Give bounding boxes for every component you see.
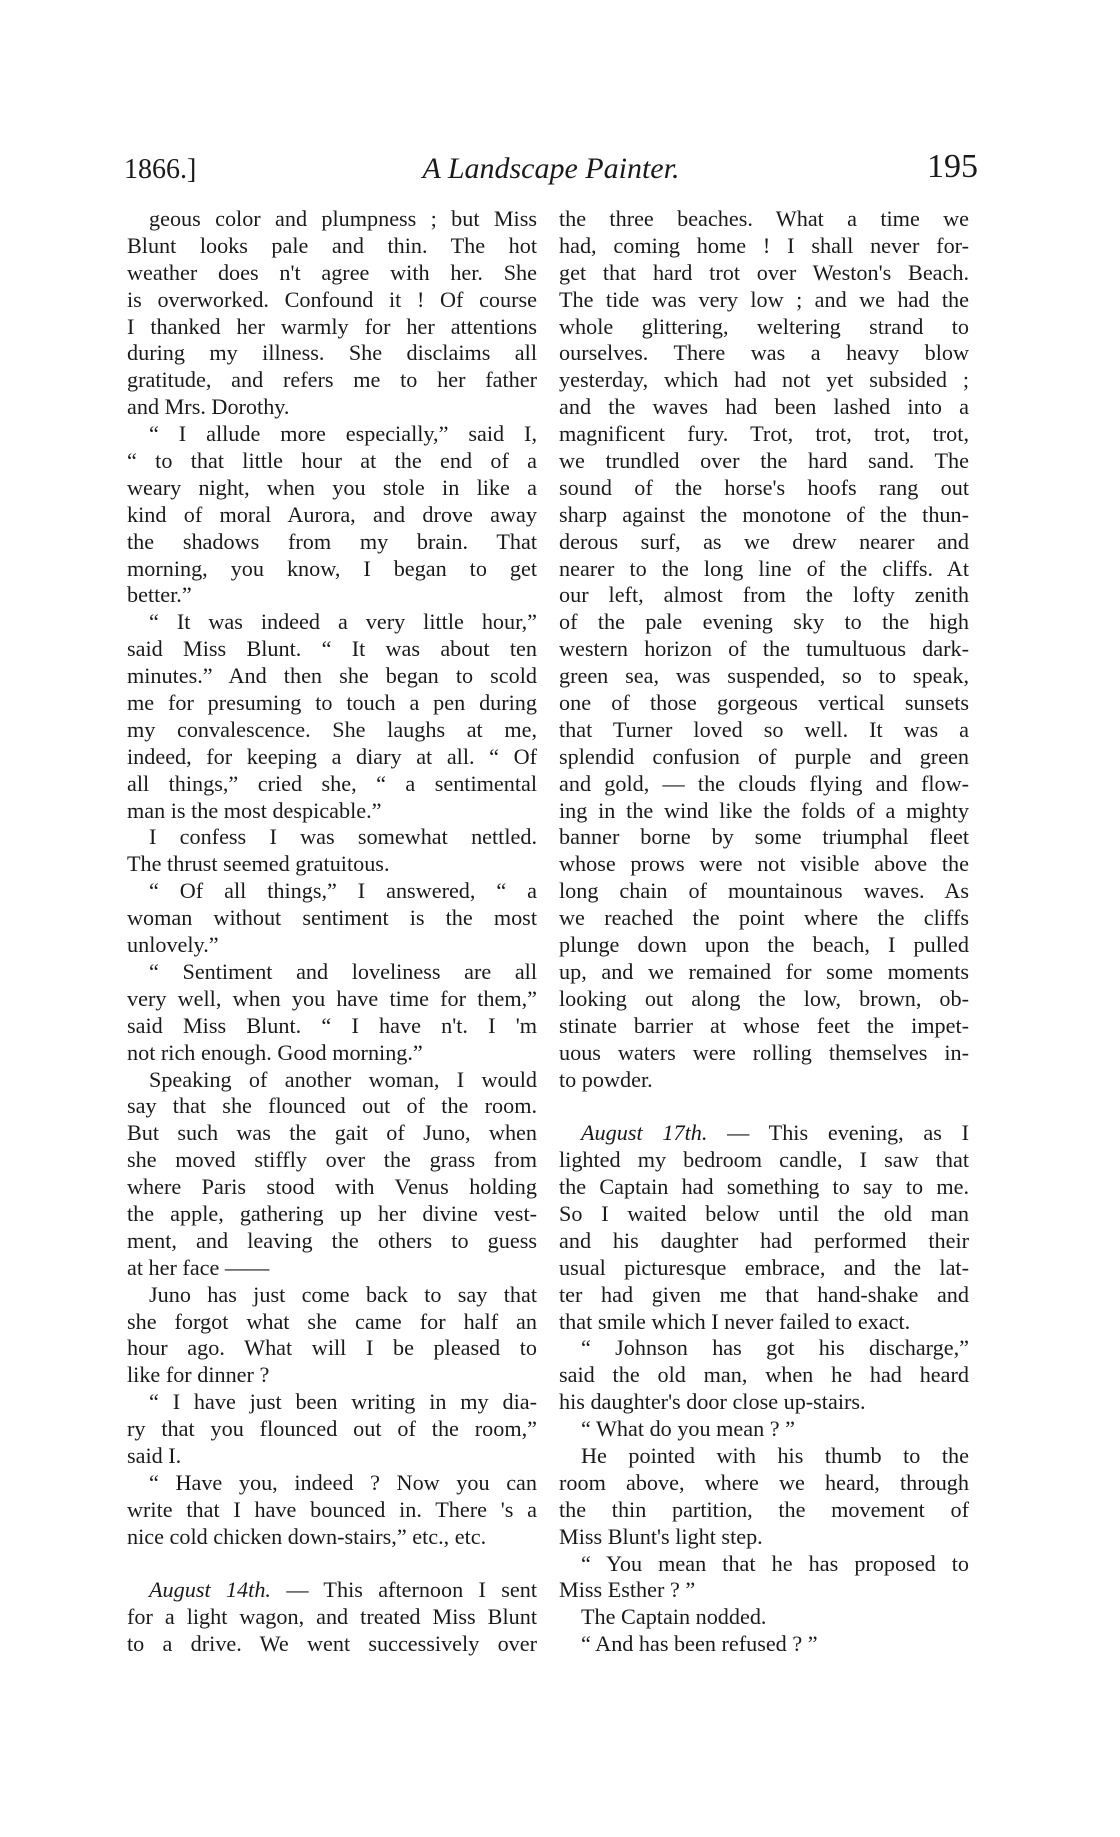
text-line: not rich enough. Good morning.” (127, 1039, 423, 1065)
paragraph (559, 1335, 969, 1416)
text-line: all things,” cried she, “ a sentimental (127, 770, 537, 796)
paragraph (127, 878, 537, 959)
text-line: ter had given me that hand-shake and (559, 1281, 969, 1307)
text-line: get that hard trot over Weston's Beach. (559, 259, 969, 285)
text-line: “ You mean that he has proposed to (581, 1550, 969, 1576)
paragraph (559, 1443, 969, 1551)
text-line: ing in the wind like the folds of a mighty (559, 797, 969, 823)
right-column (559, 206, 969, 1658)
paragraph (127, 959, 537, 1067)
paragraph (559, 1604, 969, 1631)
section-gap (559, 1093, 969, 1120)
text-line: nice cold chicken down-stairs,” etc., etc. (127, 1523, 487, 1549)
text-line: up, and we remained for some moments (559, 958, 969, 984)
paragraph (127, 421, 537, 609)
text-line: whose prows were not visible above the (559, 851, 969, 877)
text-line: “ Sentiment and loveliness are all (149, 958, 537, 984)
text-line: “ Of all things,” I answered, “ a (149, 878, 537, 904)
text-line: nearer to the long line of the cliffs. At (559, 555, 969, 581)
text-line: ment, and leaving the others to guess (127, 1227, 537, 1253)
text-line: said the old man, when he had heard (559, 1362, 969, 1388)
text-line: weary night, when you stole in like a (127, 474, 537, 500)
text-line: lighted my bedroom candle, I saw that (559, 1147, 969, 1173)
text-line: she forgot what she came for half an (127, 1308, 537, 1334)
text-line: we reached the point where the cliffs (559, 905, 969, 931)
paragraph (127, 1067, 537, 1282)
text-line: the shadows from my brain. That (127, 528, 537, 554)
text-line: usual picturesque embrace, and the lat- (559, 1254, 969, 1280)
text-line: to powder. (559, 1066, 653, 1092)
text-line: that smile which I never failed to exact. (559, 1308, 911, 1334)
entry-date: August 14th. (149, 1577, 271, 1603)
paragraph (559, 1416, 969, 1443)
text-line: The tide was very low ; and we had the (559, 286, 969, 312)
text-line: I thanked her warmly for her attentions (127, 313, 537, 339)
text-line: banner borne by some triumphal fleet (559, 824, 969, 850)
text-line: write that I have bounced in. There 's a (127, 1496, 537, 1522)
text-line: and his daughter had performed their (559, 1227, 969, 1253)
text-line: splendid confusion of purple and green (559, 743, 969, 769)
text-line: I confess I was somewhat nettled. (149, 824, 537, 850)
text-line: western horizon of the tumultuous dark- (559, 636, 969, 662)
text-line: “ It was indeed a very little hour,” (149, 609, 537, 635)
text-line: kind of moral Aurora, and drove away (127, 501, 537, 527)
dated-entry-paragraph (127, 1577, 537, 1658)
text-line: Juno has just come back to say that (149, 1281, 537, 1307)
page-number: 195 (927, 148, 978, 185)
paragraph (127, 1470, 537, 1551)
text-line: very well, when you have time for them,” (127, 985, 537, 1011)
text-line: better.” (127, 582, 192, 608)
paragraph (559, 1631, 969, 1658)
paragraph (127, 1389, 537, 1470)
text-line: the Captain had something to say to me. (559, 1174, 969, 1200)
text-line: said I. (127, 1442, 182, 1468)
text-line: during my illness. She disclaims all (127, 340, 537, 366)
entry-date: August 17th. (581, 1120, 708, 1146)
text-line: we trundled over the hard sand. The (559, 448, 969, 474)
text-line: But such was the gait of Juno, when (127, 1120, 537, 1146)
text-line: room above, where we heard, through (559, 1469, 969, 1495)
text-line: He pointed with his thumb to the (581, 1442, 969, 1468)
text-line: stinate barrier at whose feet the impet- (559, 1012, 969, 1038)
text-line: magnificent fury. Trot, trot, trot, trot, (559, 421, 969, 447)
text-line: that Turner loved so well. It was a (559, 716, 969, 742)
text-line: his daughter's door close up-stairs. (559, 1389, 866, 1415)
text-line: long chain of mountainous waves. As (559, 878, 969, 904)
text-line: “ And has been refused ? ” (581, 1631, 818, 1657)
text-line: the apple, gathering up her divine vest- (127, 1200, 537, 1226)
paragraph (127, 1282, 537, 1390)
text-line: ourselves. There was a heavy blow (559, 340, 969, 366)
text-line: my convalescence. She laughs at me, (127, 716, 537, 742)
text-line: man is the most despicable.” (127, 797, 382, 823)
text-line: where Paris stood with Venus holding (127, 1174, 537, 1200)
text-line: and the waves had been lashed into a (559, 394, 969, 420)
text-line: Miss Esther ? ” (559, 1577, 696, 1603)
text-line: say that she flounced out of the room. (127, 1093, 537, 1119)
text-line: unlovely.” (127, 932, 219, 958)
text-line: minutes.” And then she began to scold (127, 663, 537, 689)
text-line: had, coming home ! I shall never for- (559, 232, 969, 258)
text-line: “ What do you mean ? ” (581, 1416, 795, 1442)
paragraph (559, 206, 969, 1093)
text-line: our left, almost from the lofty zenith (559, 582, 969, 608)
text-line: morning, you know, I began to get (127, 555, 537, 581)
text-line: “ Johnson has got his discharge,” (581, 1335, 969, 1361)
text-line: for a light wagon, and treated Miss Blunt (127, 1604, 537, 1630)
text-line: derous surf, as we drew nearer and (559, 528, 969, 554)
text-line: she moved stiffly over the grass from (127, 1147, 537, 1173)
text-line: the thin partition, the movement of (559, 1496, 969, 1522)
text-line: Miss Blunt's light step. (559, 1523, 763, 1549)
text-line: of the pale evening sky to the high (559, 609, 969, 635)
dated-entry-paragraph (559, 1120, 969, 1335)
text-line: uous waters were rolling themselves in- (559, 1039, 969, 1065)
text-line: August 14th. — This afternoon I sent (149, 1577, 538, 1603)
text-line: is overworked. Confound it ! Of course (127, 286, 537, 312)
header-year: 1866.] (124, 154, 197, 185)
text-line: green sea, was suspended, so to speak, (559, 663, 969, 689)
paragraph (127, 206, 537, 421)
text-line: sound of the horse's hoofs rang out (559, 474, 969, 500)
text-line: geous color and plumpness ; but Miss (149, 206, 537, 231)
text-line: indeed, for keeping a diary at all. “ Of (127, 743, 537, 769)
text-line: The thrust seemed gratuitous. (127, 851, 390, 877)
text-line: Speaking of another woman, I would (149, 1066, 537, 1092)
text-line: like for dinner ? (127, 1362, 270, 1388)
text-line: at her face —— (127, 1254, 270, 1280)
text-line: and gold, — the clouds flying and flow- (559, 770, 969, 796)
text-line: “ Have you, indeed ? Now you can (149, 1469, 537, 1495)
running-header (124, 148, 978, 198)
text-line: ry that you flounced out of the room,” (127, 1416, 537, 1442)
text-line: Blunt looks pale and thin. The hot (127, 232, 537, 258)
paragraph (127, 609, 537, 824)
text-line: hour ago. What will I be pleased to (127, 1335, 537, 1361)
paragraph (127, 824, 537, 878)
text-line: So I waited below until the old man (559, 1200, 969, 1226)
text-line: August 17th. — This evening, as I (581, 1120, 969, 1146)
text-line: The Captain nodded. (581, 1604, 767, 1630)
text-line: and Mrs. Dorothy. (127, 394, 290, 420)
text-line: to a drive. We went successively over (127, 1631, 537, 1657)
text-line: said Miss Blunt. “ It was about ten (127, 636, 537, 662)
text-line: “ I allude more especially,” said I, (149, 421, 537, 447)
text-line: woman without sentiment is the most (127, 905, 537, 931)
text-line: sharp against the monotone of the thun- (559, 501, 969, 527)
text-line: “ I have just been writing in my dia- (149, 1389, 537, 1415)
paragraph (559, 1551, 969, 1605)
text-line: looking out along the low, brown, ob- (559, 985, 969, 1011)
text-line: me for presuming to touch a pen during (127, 690, 537, 716)
text-line: gratitude, and refers me to her father (127, 367, 537, 393)
text-line: said Miss Blunt. “ I have n't. I 'm (127, 1012, 537, 1038)
running-title: A Landscape Painter. (422, 152, 680, 185)
section-gap (127, 1551, 537, 1578)
text-line: yesterday, which had not yet subsided ; (559, 367, 969, 393)
text-line: whole glittering, weltering strand to (559, 313, 969, 339)
text-line: the three beaches. What a time we (559, 206, 969, 231)
text-line: “ to that little hour at the end of a (127, 448, 537, 474)
left-column (127, 206, 537, 1658)
text-line: plunge down upon the beach, I pulled (559, 932, 969, 958)
text-line: weather does n't agree with her. She (127, 259, 537, 285)
text-line: one of those gorgeous vertical sunsets (559, 690, 969, 716)
